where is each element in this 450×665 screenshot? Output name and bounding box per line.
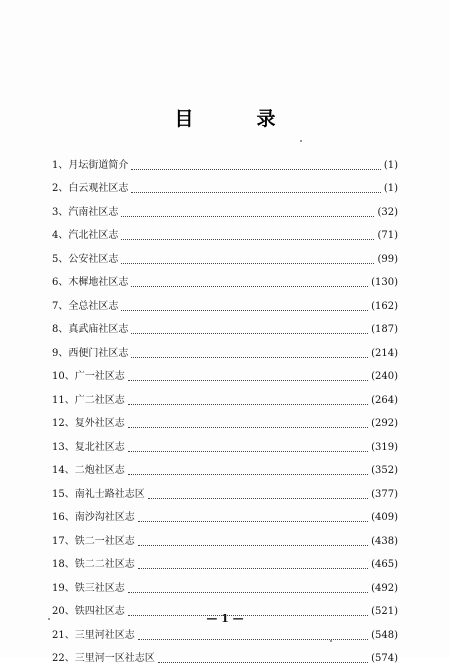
toc-dot-leader: [128, 426, 368, 428]
toc-entry-title: 南礼士路社志区: [75, 489, 145, 501]
toc-entry-page: (492): [371, 583, 398, 595]
toc-entry-page: (214): [371, 348, 398, 360]
toc-entry-title: 西便门社区志: [68, 348, 128, 360]
toc-entry-number: 9: [52, 348, 58, 360]
toc-entry-separator: 、: [65, 630, 75, 642]
toc-entry-number: 17: [52, 536, 65, 548]
toc-entry: [52, 336, 398, 360]
toc-dot-leader: [131, 168, 380, 170]
toc-dot-leader: [128, 403, 368, 405]
toc-dot-leader: [121, 215, 374, 217]
toc-entry-separator: 、: [65, 536, 75, 548]
toc-entry-page: (130): [371, 277, 398, 289]
toc-entry-number: 6: [52, 277, 58, 289]
toc-entry-separator: 、: [65, 371, 75, 383]
page-number: — 1 —: [0, 612, 450, 625]
toc-entry-title: 三里河社区志: [75, 630, 135, 642]
toc-entry: [52, 454, 398, 478]
toc-entry-title: 铁二一社区志: [75, 536, 135, 548]
table-of-contents: [52, 148, 398, 665]
toc-entry: [52, 219, 398, 243]
toc-entry-separator: 、: [58, 348, 68, 360]
toc-entry-page: (1): [384, 183, 398, 195]
toc-entry-title: 汽南社区志: [68, 207, 118, 219]
toc-entry: [52, 360, 398, 384]
toc-entry-title: 复北社区志: [75, 442, 125, 454]
toc-entry-number: 14: [52, 465, 65, 477]
toc-entry-separator: 、: [58, 160, 68, 172]
toc-entry: [52, 195, 398, 219]
toc-entry: [52, 148, 398, 172]
toc-entry-title: 南沙沟社区志: [75, 512, 135, 524]
toc-entry-separator: 、: [58, 183, 68, 195]
toc-dot-leader: [128, 450, 368, 452]
toc-entry-number: 8: [52, 324, 58, 336]
toc-entry-separator: 、: [58, 207, 68, 219]
toc-dot-leader: [121, 309, 368, 311]
toc-entry: [52, 430, 398, 454]
toc-entry-number: 4: [52, 230, 58, 242]
toc-entry-title: 复外社区志: [75, 418, 125, 430]
toc-entry-title: 白云观社区志: [68, 183, 128, 195]
toc-entry-title: 广一社区志: [75, 371, 125, 383]
toc-entry: [52, 266, 398, 290]
toc-entry: [52, 407, 398, 431]
toc-entry-page: (187): [371, 324, 398, 336]
toc-entry-page: (438): [371, 536, 398, 548]
toc-entry-separator: 、: [65, 442, 75, 454]
toc-entry-page: (264): [371, 395, 398, 407]
toc-entry-page: (99): [377, 254, 398, 266]
toc-entry-page: (465): [371, 559, 398, 571]
toc-dot-leader: [128, 379, 368, 381]
toc-dot-leader: [158, 661, 368, 663]
toc-dot-leader: [121, 238, 374, 240]
toc-entry-page: (292): [371, 418, 398, 430]
toc-entry-number: 19: [52, 583, 65, 595]
toc-entry-title: 月坛街道简介: [68, 160, 128, 172]
toc-entry-separator: 、: [65, 395, 75, 407]
toc-entry-title: 铁四社区志: [75, 606, 125, 618]
toc-entry: [52, 289, 398, 313]
toc-entry-page: (377): [371, 489, 398, 501]
toc-dot-leader: [128, 473, 368, 475]
toc-entry: [52, 172, 398, 196]
toc-entry-page: (574): [371, 653, 398, 665]
scan-speck: [48, 618, 50, 620]
toc-entry: [52, 501, 398, 525]
toc-dot-leader: [131, 285, 368, 287]
toc-entry-title: 铁三社区志: [75, 583, 125, 595]
toc-entry-page: (352): [371, 465, 398, 477]
toc-entry-separator: 、: [65, 465, 75, 477]
toc-entry: [52, 642, 398, 665]
toc-entry-number: 7: [52, 301, 58, 313]
toc-entry-page: (548): [371, 630, 398, 642]
toc-entry-page: (319): [371, 442, 398, 454]
toc-entry-page: (71): [377, 230, 398, 242]
toc-entry-title: 汽北社区志: [68, 230, 118, 242]
toc-entry-number: 2: [52, 183, 58, 195]
toc-entry-title: 铁二二社区志: [75, 559, 135, 571]
toc-dot-leader: [138, 544, 368, 546]
toc-entry-number: 22: [52, 653, 65, 665]
toc-entry-title: 真武庙社区志: [68, 324, 128, 336]
toc-entry-title: 木樨地社区志: [68, 277, 128, 289]
toc-entry: [52, 383, 398, 407]
toc-entry-number: 11: [52, 395, 65, 407]
toc-entry-separator: 、: [58, 324, 68, 336]
toc-entry: [52, 524, 398, 548]
toc-dot-leader: [138, 520, 368, 522]
toc-entry-page: (162): [371, 301, 398, 313]
toc-dot-leader: [138, 567, 368, 569]
scan-speck: [300, 140, 302, 142]
toc-entry-number: 20: [52, 606, 65, 618]
toc-entry-number: 5: [52, 254, 58, 266]
toc-entry-separator: 、: [58, 254, 68, 266]
toc-dot-leader: [131, 332, 368, 334]
toc-entry-title: 二炮社区志: [75, 465, 125, 477]
toc-entry-number: 21: [52, 630, 65, 642]
toc-entry-page: (409): [371, 512, 398, 524]
toc-entry-number: 10: [52, 371, 65, 383]
toc-entry-number: 3: [52, 207, 58, 219]
toc-entry-number: 13: [52, 442, 65, 454]
toc-entry-page: (521): [371, 606, 398, 618]
toc-entry-title: 广二社区志: [75, 395, 125, 407]
page-title: 目 录: [0, 104, 450, 131]
toc-entry: [52, 313, 398, 337]
toc-entry-title: 全总社区志: [68, 301, 118, 313]
scan-speck: [330, 640, 332, 642]
toc-dot-leader: [148, 497, 368, 499]
toc-entry-separator: 、: [65, 583, 75, 595]
toc-entry-number: 12: [52, 418, 65, 430]
toc-entry-separator: 、: [65, 512, 75, 524]
toc-entry: [52, 242, 398, 266]
toc-entry-separator: 、: [65, 653, 75, 665]
toc-entry-page: (32): [377, 207, 398, 219]
toc-entry-separator: 、: [65, 606, 75, 618]
toc-entry: [52, 571, 398, 595]
toc-entry-page: (240): [371, 371, 398, 383]
toc-entry-title: 三里河一区社志区: [75, 653, 155, 665]
toc-entry-separator: 、: [58, 301, 68, 313]
toc-dot-leader: [131, 356, 368, 358]
toc-entry: [52, 548, 398, 572]
toc-dot-leader: [138, 638, 368, 640]
toc-dot-leader: [131, 191, 380, 193]
toc-entry-separator: 、: [65, 559, 75, 571]
toc-dot-leader: [128, 591, 368, 593]
toc-entry-separator: 、: [65, 418, 75, 430]
toc-entry-separator: 、: [58, 277, 68, 289]
toc-entry: [52, 477, 398, 501]
toc-entry-separator: 、: [58, 230, 68, 242]
toc-entry-separator: 、: [65, 489, 75, 501]
toc-entry-number: 16: [52, 512, 65, 524]
toc-entry-number: 1: [52, 160, 58, 172]
toc-entry-number: 18: [52, 559, 65, 571]
toc-dot-leader: [121, 262, 374, 264]
toc-entry-number: 15: [52, 489, 65, 501]
toc-entry-title: 公安社区志: [68, 254, 118, 266]
toc-entry-page: (1): [384, 160, 398, 172]
